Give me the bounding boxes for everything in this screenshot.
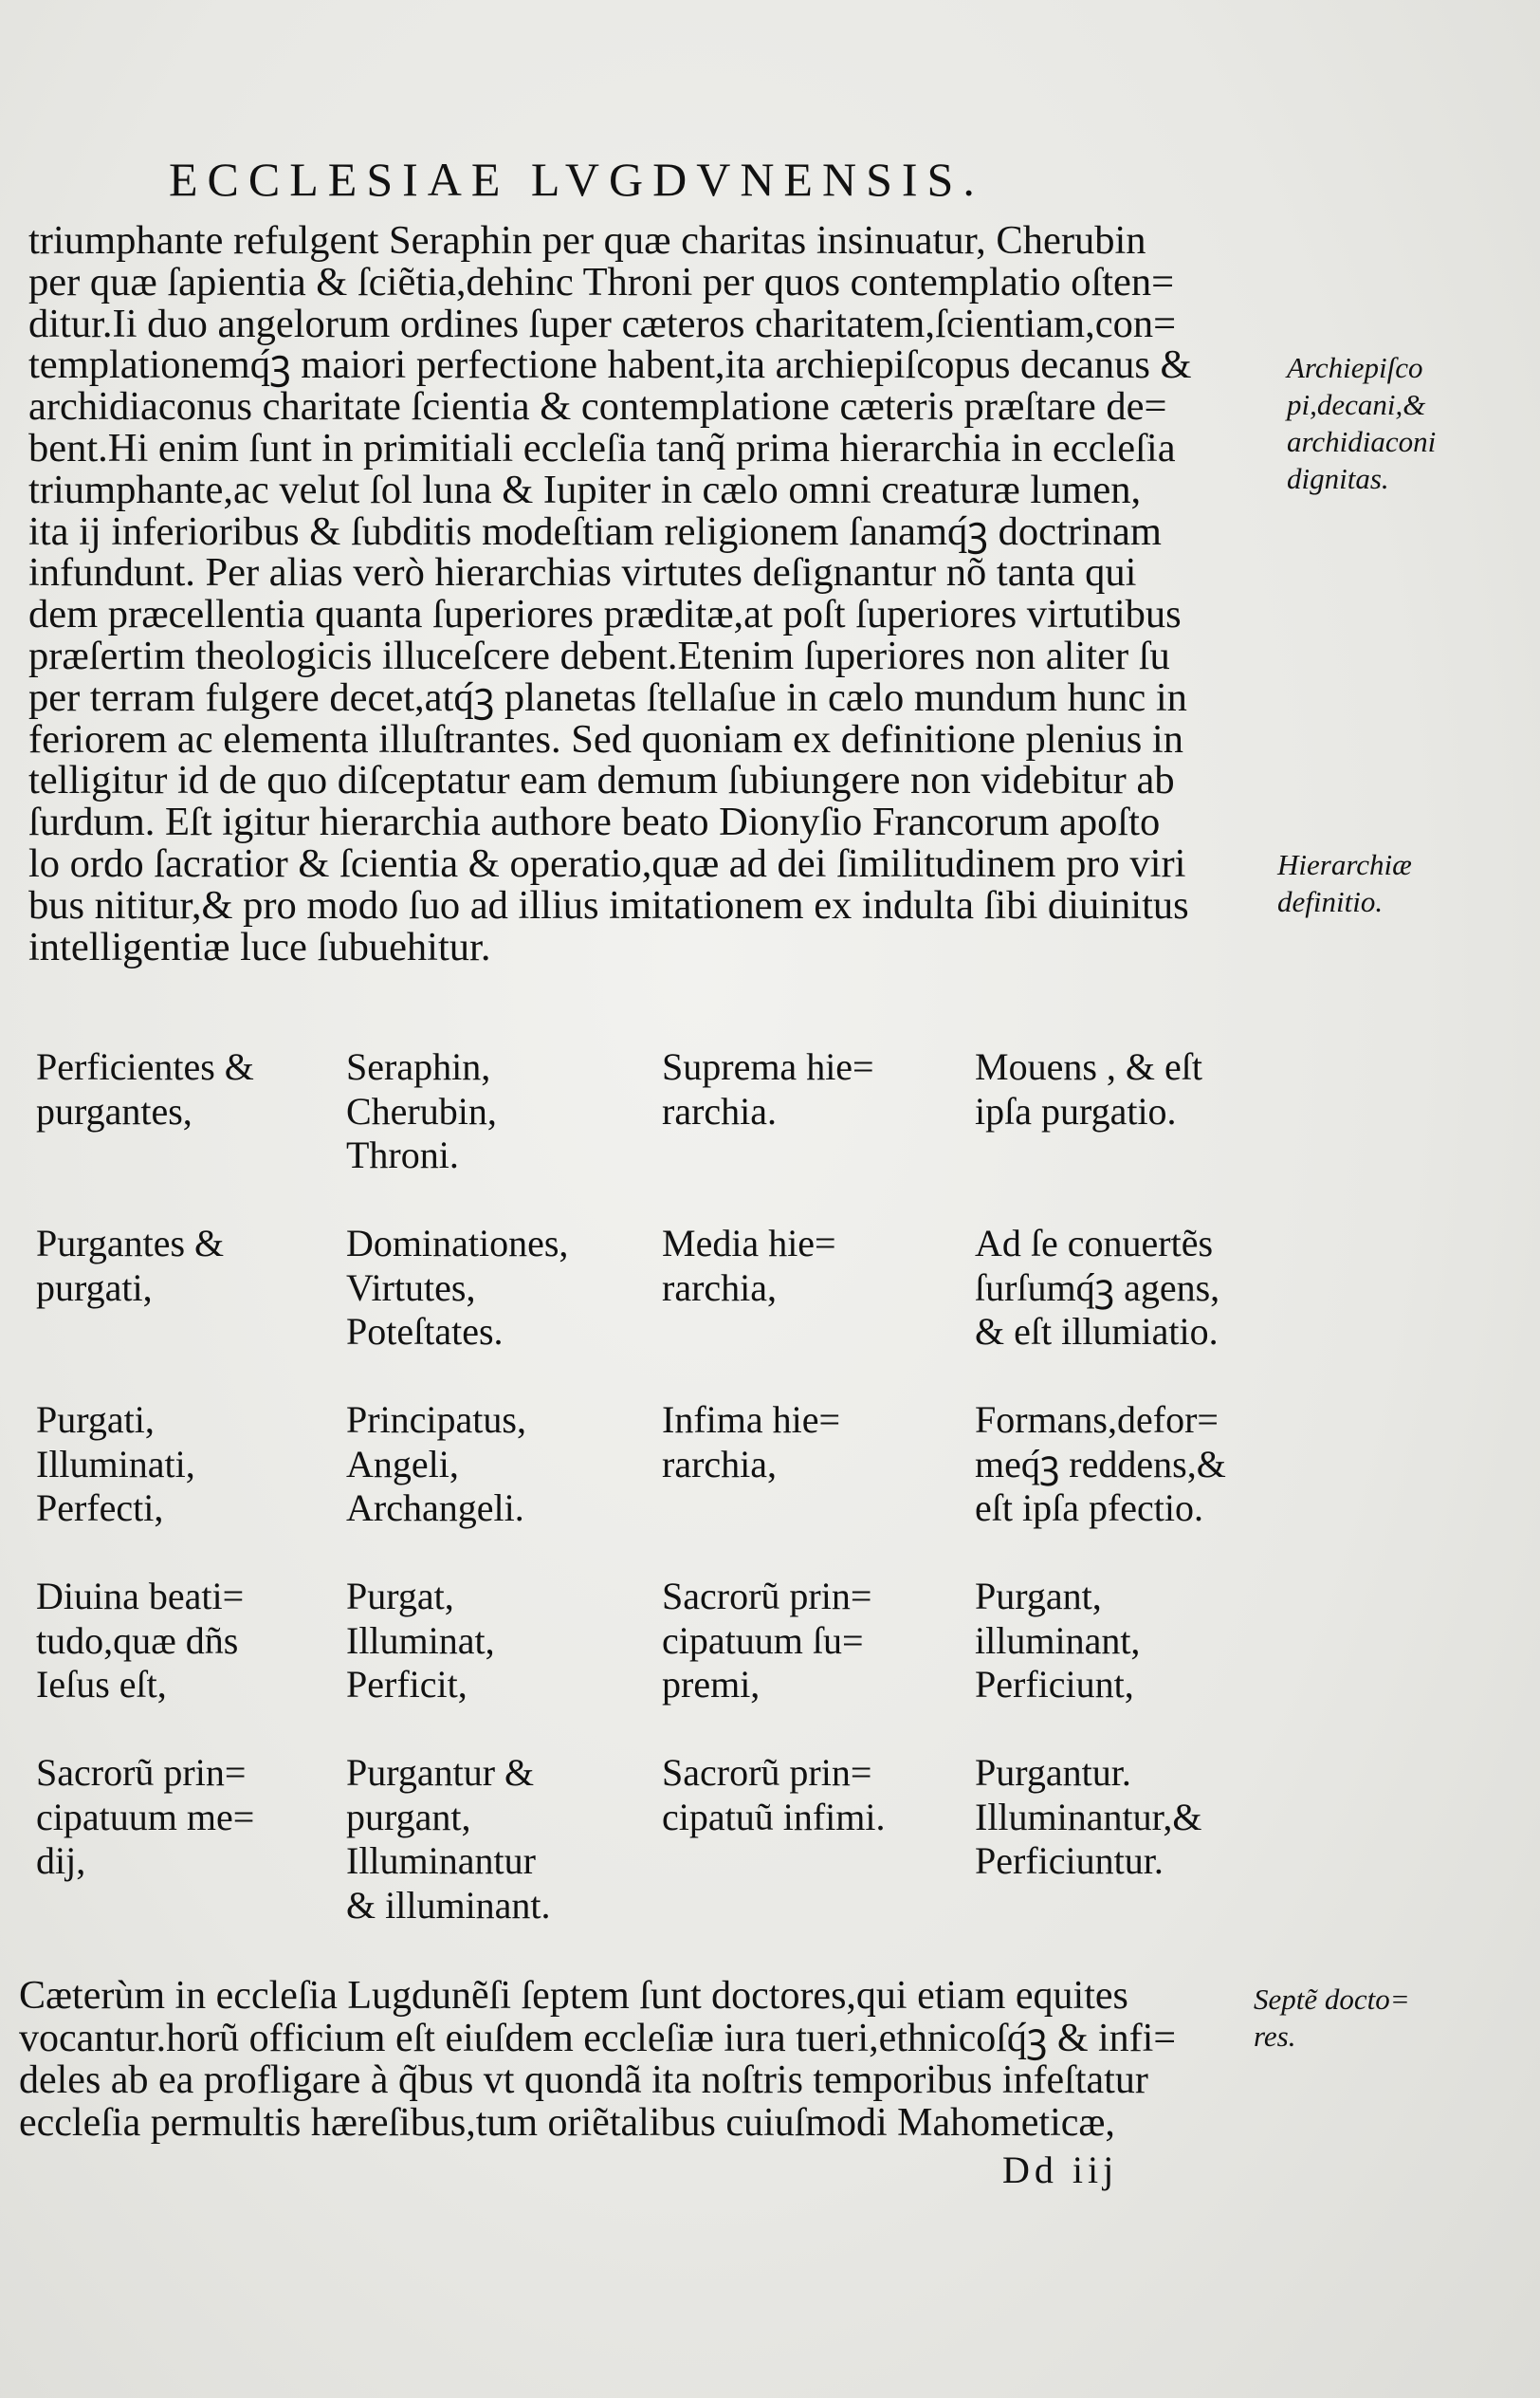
margin-note-line: archidiaconi (1287, 425, 1437, 458)
cell-line: Sacrorũ prin= (662, 1751, 872, 1794)
margin-note-line: pi,decani,& (1287, 388, 1426, 421)
text-line: Cæterùm in eccleſia Lugdunẽſi ſeptem ſunt doctores,qui etiam equites (19, 1974, 1128, 2018)
margin-note-seven-doctors (1254, 1981, 1410, 2055)
margin-note-line: Hierarchiæ (1277, 848, 1412, 881)
cell-line: Illuminantur,& (975, 1795, 1202, 1838)
cell-line: Purgantur. (975, 1751, 1131, 1794)
text-line: triumphante,ac velut ſol luna & Iupiter in cælo omni creaturæ lumen, (28, 467, 1142, 512)
text-line: triumphante refulgent Seraphin per quæ charitas insinuatur, Cherubin (28, 218, 1146, 263)
hierarchy-table (36, 1045, 1269, 1928)
cell-line: Sacrorũ prin= (662, 1575, 872, 1617)
cell-line: cipatuum me= (36, 1795, 255, 1838)
cell-line: Poteſtates. (346, 1310, 504, 1353)
margin-note-line: Septẽ docto= (1254, 1983, 1410, 2016)
cell-line: Ieſus eſt, (36, 1663, 167, 1706)
cell-line: & eſt illumiatio. (975, 1310, 1219, 1353)
text-line: infundunt. Per alias verò hierarchias virtutes deſignantur nõ tanta qui (28, 550, 1137, 596)
table-cell (975, 1751, 1201, 1884)
cell-line: Media hie= (662, 1222, 836, 1264)
text-line: præſertim theologicis illuceſcere debent.Etenim ſuperiores non aliter ſu (28, 633, 1170, 678)
text-line: bent.Hi enim ſunt in primitiali eccleſia tanq̃ prima hierarchia in eccleſia (28, 425, 1176, 470)
cell-line: rarchia, (662, 1265, 778, 1309)
cell-line: Sacrorũ prin= (36, 1751, 247, 1794)
cell-line: purgati, (36, 1265, 153, 1309)
table-cell (346, 1398, 526, 1531)
text-line: templationemq́ꝫ maiori perfectione habent,ita archiepiſcopus decanus & (28, 342, 1192, 388)
table-row (36, 1751, 1269, 1928)
cell-line: Purgant, (975, 1575, 1102, 1617)
table-cell (975, 1045, 1202, 1134)
cell-line: Illuminantur (346, 1839, 536, 1882)
text-line: feriorem ac elementa illuſtrantes. Sed quoniam ex definitione plenius in (28, 716, 1183, 762)
text-line: intelligentiæ luce ſubuehitur. (28, 924, 491, 969)
table-cell (662, 1398, 840, 1486)
margin-note-line: definitio. (1277, 885, 1384, 918)
cell-line: Purgantur & (346, 1751, 535, 1794)
table-cell (36, 1045, 254, 1134)
margin-note-line: res. (1254, 2020, 1296, 2053)
text-line: ditur.Ii duo angelorum ordines ſuper cæteros charitatem,ſcientiam,con= (28, 301, 1177, 346)
cell-line: Dominationes, (346, 1222, 569, 1264)
table-cell (346, 1045, 497, 1178)
cell-line: Seraphin, (346, 1045, 491, 1088)
cell-line: illuminant, (975, 1618, 1141, 1662)
table-cell (662, 1575, 871, 1707)
cell-line: Formans,defor= (975, 1398, 1219, 1441)
cell-line: ipſa purgatio. (975, 1089, 1177, 1133)
cell-line: rarchia. (662, 1089, 778, 1133)
cell-line: cipatuũ infimi. (662, 1795, 886, 1838)
cell-line: ſurſumq́ꝫ agens, (975, 1265, 1220, 1309)
cell-line: Virtutes, (346, 1265, 476, 1309)
cell-line: Perficiuntur. (975, 1839, 1164, 1882)
cell-line: Illuminati, (36, 1442, 195, 1485)
cell-line: Perficiunt, (975, 1663, 1134, 1706)
table-cell (662, 1222, 836, 1310)
table-row (36, 1222, 1269, 1398)
cell-line: Archangeli. (346, 1486, 524, 1529)
text-line: per terram fulgere decet,atq́ꝫ planetas ſtellaſue in cælo mundum hunc in (28, 674, 1187, 720)
signature-mark: Dd iij (1002, 2149, 1119, 2191)
cell-line: purgant, (346, 1795, 471, 1838)
cell-line: Throni. (346, 1134, 459, 1176)
cell-line: Purgati, (36, 1398, 155, 1441)
margin-note-hierarchy-definition (1277, 846, 1412, 920)
text-line: vocantur.horũ officium eſt eiuſdem eccleſiæ iura tueri,ethnicoſq́ꝫ & infi= (19, 2016, 1177, 2060)
table-row (36, 1045, 1269, 1222)
text-line: deles ab ea profligare à q̃bus vt quondã ita noſtris temporibus infeſtatur (19, 2058, 1148, 2103)
text-line: bus nititur,& pro modo ſuo ad illius imitationem ex indulta ſibi diuinitus (28, 882, 1189, 928)
cell-line: & illuminant. (346, 1883, 551, 1927)
cell-line: Cherubin, (346, 1089, 497, 1133)
table-cell (662, 1045, 874, 1134)
table-cell (36, 1751, 254, 1884)
cell-line: Perficit, (346, 1663, 468, 1706)
cell-line: Suprema hie= (662, 1045, 874, 1088)
table-row (36, 1398, 1269, 1575)
cell-line: tudo,quæ dñs (36, 1618, 239, 1662)
cell-line: Purgantes & (36, 1222, 225, 1264)
running-head: ECCLESIAE LVGDVNENSIS. (169, 153, 984, 206)
margin-note-line: dignitas. (1287, 462, 1389, 495)
table-cell (346, 1222, 568, 1355)
text-line: telligitur id de quo diſceptatur eam demum ſubiungere non videbitur ab (28, 758, 1175, 803)
table-cell (346, 1575, 495, 1707)
table-cell (975, 1398, 1226, 1531)
margin-note-archbishop-dignity (1287, 349, 1436, 497)
cell-line: Principatus, (346, 1398, 526, 1441)
text-line: eccleſia permultis hæreſibus,tum oriẽtalibus cuiuſmodi Mahometicæ, (19, 2101, 1115, 2146)
cell-line: Perficientes & (36, 1045, 254, 1088)
table-cell (36, 1575, 244, 1707)
table-cell (662, 1751, 886, 1839)
main-text (28, 220, 1280, 968)
cell-line: premi, (662, 1663, 761, 1706)
text-line: ſurdum. Eſt igitur hierarchia authore beato Dionyſio Francorum apoſto (28, 800, 1161, 845)
cell-line: purgantes, (36, 1089, 192, 1133)
text-line: archidiaconus charitate ſcientia & contemplatione cæteris præſtare de= (28, 384, 1167, 430)
cell-line: dij, (36, 1839, 86, 1882)
table-cell (975, 1575, 1140, 1707)
table-row (36, 1575, 1269, 1751)
text-line: per quæ ſapientia & ſciẽtia,dehinc Throni per quos contemplatio oſten= (28, 259, 1175, 304)
table-cell (36, 1398, 195, 1531)
text-line: ita ij inferioribus & ſubditis modeſtiam religionem ſanamq́ꝫ doctrinam (28, 508, 1162, 554)
table-cell (346, 1751, 551, 1928)
cell-line: Illuminat, (346, 1618, 495, 1662)
cell-line: Mouens , & eſt (975, 1045, 1202, 1088)
cell-line: Purgat, (346, 1575, 454, 1617)
cell-line: Infima hie= (662, 1398, 841, 1441)
cell-line: cipatuum ſu= (662, 1618, 864, 1662)
cell-line: Angeli, (346, 1442, 459, 1485)
cell-line: Ad ſe conuertẽs (975, 1222, 1214, 1264)
cell-line: Diuina beati= (36, 1575, 245, 1617)
text-line: dem præcellentia quanta ſuperiores præditæ,at poſt ſuperiores virtutibus (28, 592, 1182, 637)
table-cell (975, 1222, 1219, 1355)
closing-text (19, 1975, 1252, 2145)
text-line: lo ordo ſacratior & ſcientia & operatio,quæ ad dei ſimilitudinem pro viri (28, 840, 1186, 886)
margin-note-line: Archiepiſco (1287, 351, 1423, 384)
cell-line: meq́ꝫ reddens,& (975, 1442, 1226, 1485)
cell-line: eſt ipſa pfectio. (975, 1486, 1204, 1529)
table-cell (36, 1222, 224, 1310)
cell-line: rarchia, (662, 1442, 778, 1485)
cell-line: Perfecti, (36, 1486, 164, 1529)
